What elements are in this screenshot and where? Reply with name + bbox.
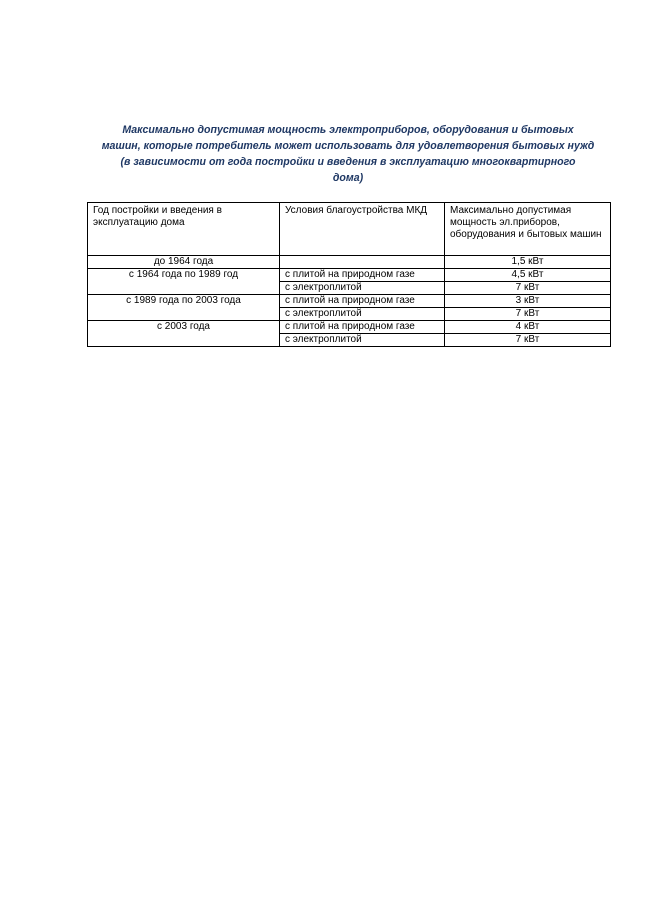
- table-row: [88, 334, 611, 347]
- table-row: [88, 282, 611, 295]
- cell-year: [88, 308, 280, 321]
- cell-power: 7 кВт: [445, 282, 611, 295]
- header-year: Год постройки и введения в эксплуатацию дома: [88, 203, 280, 256]
- cell-conditions: [280, 256, 445, 269]
- cell-conditions: с электроплитой: [280, 308, 445, 321]
- cell-power: 1,5 кВт: [445, 256, 611, 269]
- cell-power: 4,5 кВт: [445, 269, 611, 282]
- title-line-1: Максимально допустимая мощность электроприборов, оборудования и бытовых: [122, 124, 574, 136]
- cell-year: [88, 334, 280, 347]
- cell-conditions: с плитой на природном газе: [280, 321, 445, 334]
- table-row: [88, 295, 611, 308]
- cell-year: до 1964 года: [88, 256, 280, 269]
- cell-conditions: с электроплитой: [280, 282, 445, 295]
- header-conditions: Условия благоустройства МКД: [280, 203, 445, 256]
- table-row: [88, 269, 611, 282]
- cell-year: с 1989 года по 2003 года: [88, 295, 280, 308]
- cell-conditions: с плитой на природном газе: [280, 295, 445, 308]
- document-title: [88, 122, 608, 186]
- table-header-row: [88, 203, 611, 256]
- cell-power: 4 кВт: [445, 321, 611, 334]
- title-line-2: машин, которые потребитель может использовать для удовлетворения бытовых нужд: [101, 140, 595, 152]
- cell-power: 7 кВт: [445, 308, 611, 321]
- cell-year: с 2003 года: [88, 321, 280, 334]
- title-line-4: дома): [332, 172, 364, 184]
- header-power: Максимально допустимая мощность эл.приборов, оборудования и бытовых машин: [445, 203, 611, 256]
- cell-power: 3 кВт: [445, 295, 611, 308]
- table-row: [88, 308, 611, 321]
- cell-year: с 1964 года по 1989 год: [88, 269, 280, 282]
- title-line-3: (в зависимости от года постройки и введения в эксплуатацию многоквартирного: [120, 156, 576, 168]
- table-row: [88, 256, 611, 269]
- power-limits-table: [87, 202, 611, 347]
- table-row: [88, 321, 611, 334]
- cell-year: [88, 282, 280, 295]
- cell-conditions: с электроплитой: [280, 334, 445, 347]
- cell-power: 7 кВт: [445, 334, 611, 347]
- cell-conditions: с плитой на природном газе: [280, 269, 445, 282]
